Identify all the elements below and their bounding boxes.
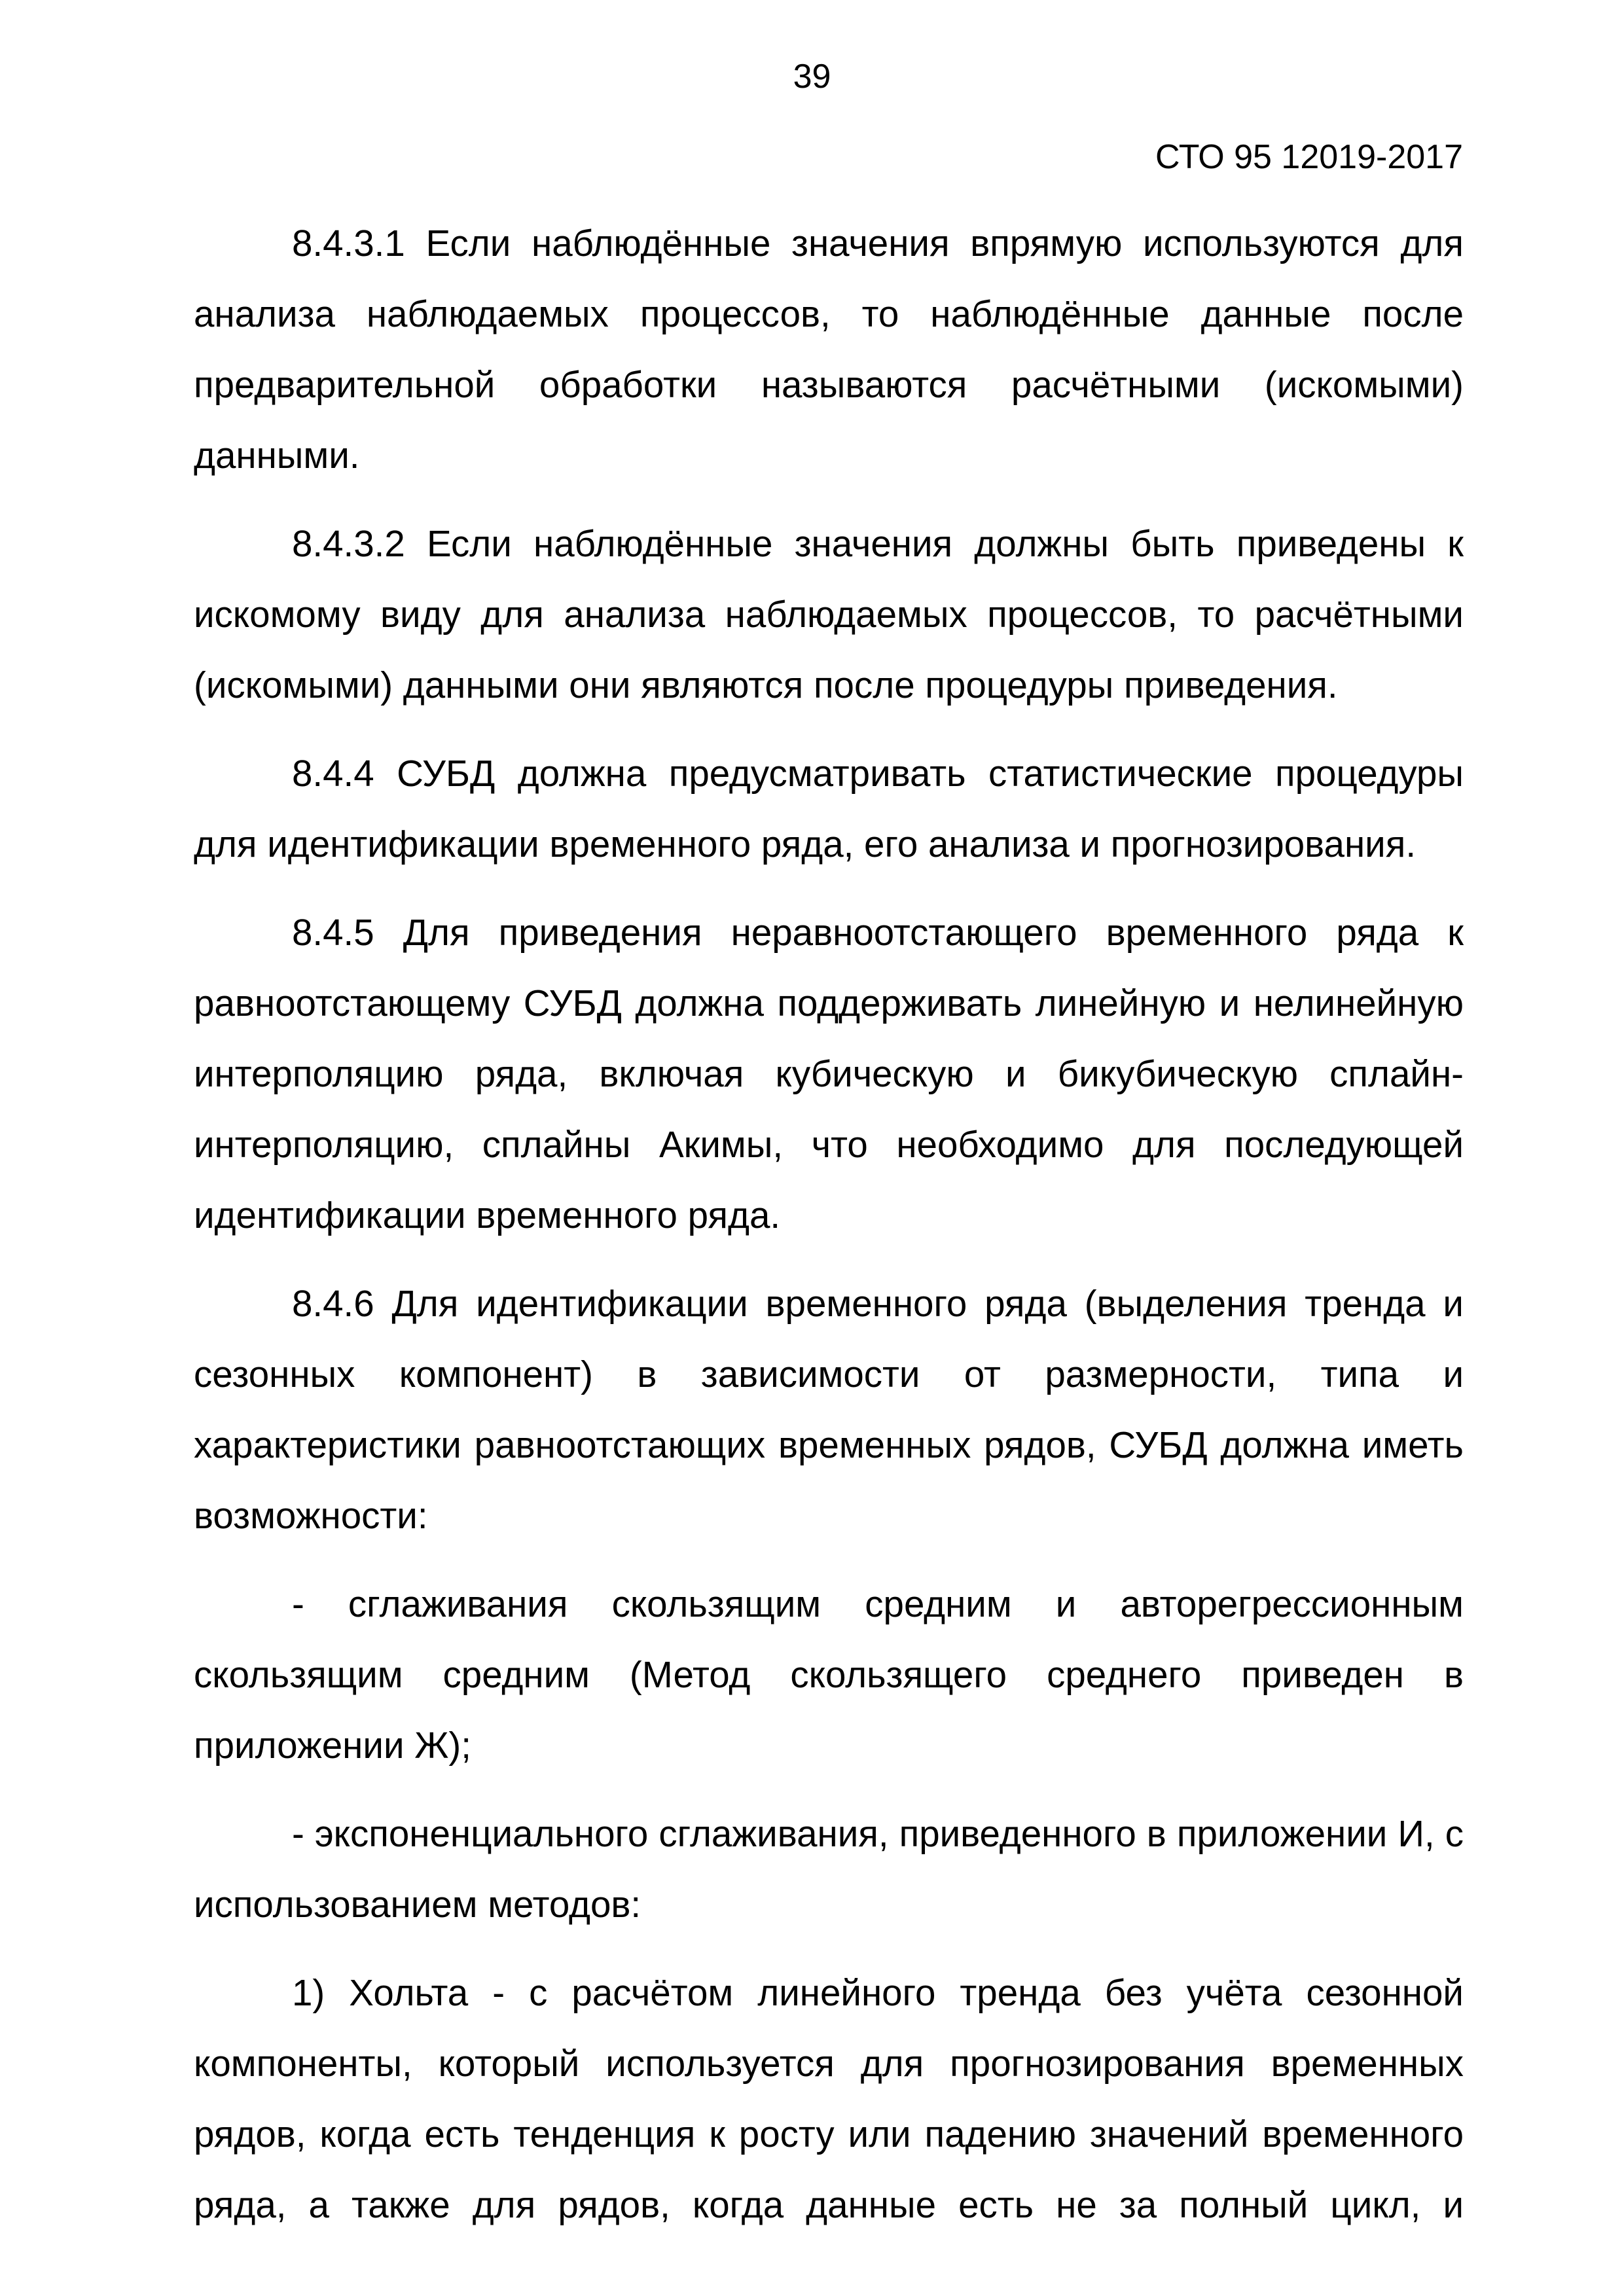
paragraph-8-4-4: 8.4.4 СУБД должна предусматривать статистические процедуры для идентификации временного ряда, его анализа и прогнозирования.	[194, 753, 1464, 865]
document-code: СТО 95 12019-2017	[1155, 138, 1463, 176]
paragraph-8-4-3-1: 8.4.3.1 Если наблюдённые значения впрямую используются для анализа наблюдаемых процессов, то наблюдённые данные после предварительной обработки называются расчётными (искомыми) данными.	[194, 223, 1464, 476]
paragraph-8-4-5: 8.4.5 Для приведения неравноотстающего временного ряда к равноотстающему СУБД должна поддерживать линейную и нелинейную интерполяцию ряда, включая кубическую и бикубическую сплайн-интерполяцию, сплайны Акимы, что необходимо для последующей идентификации временного ряда.	[194, 912, 1464, 1236]
paragraph-8-4-6: 8.4.6 Для идентификации временного ряда (выделения тренда и сезонных компонент) в зависимости от размерности, типа и характеристики равноотстающих временных рядов, СУБД должна иметь возможности:	[194, 1283, 1464, 1536]
list-item-moving-average: - сглаживания скользящим средним и авторегрессионным скользящим средним (Метод скользящего среднего приведен в приложении Ж);	[194, 1583, 1464, 1766]
document-body	[194, 208, 1464, 2258]
list-item-holt-method: 1) Хольта - с расчётом линейного тренда без учёта сезонной компоненты, который используется для прогнозирования временных рядов, когда есть тенденция к росту или падению значений временного ряда, а также для рядов, когда данные есть не за полный цикл, и	[194, 1972, 1464, 2225]
list-item-exponential-smoothing: - экспоненциального сглаживания, приведенного в приложении И, с использованием методов:	[194, 1813, 1464, 1925]
paragraph-8-4-3-2: 8.4.3.2 Если наблюдённые значения должны быть приведены к искомому виду для анализа наблюдаемых процессов, то расчётными (искомыми) данными они являются после процедуры приведения.	[194, 523, 1464, 706]
page-number: 39	[793, 58, 831, 96]
